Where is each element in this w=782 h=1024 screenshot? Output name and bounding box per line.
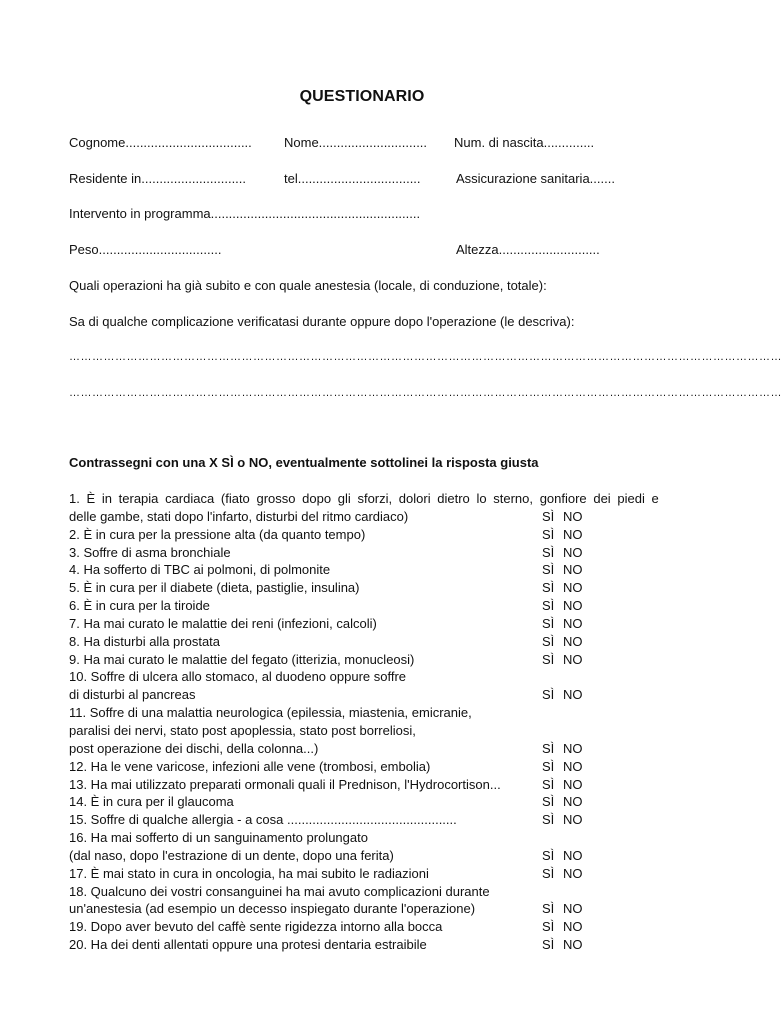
answer-yes-option[interactable]: SÌ <box>542 544 555 560</box>
question-1-word: dopo <box>302 491 332 506</box>
answer-no-option[interactable]: NO <box>563 508 583 524</box>
answer-yes-option[interactable]: SÌ <box>542 758 555 774</box>
question-text: delle gambe, stati dopo l'infarto, disturbi del ritmo cardiaco) <box>69 508 409 524</box>
answer-yes-option[interactable]: SÌ <box>542 562 555 578</box>
question-1-word: sforzi, <box>357 491 393 506</box>
answer-no-option[interactable]: NO <box>563 544 583 560</box>
question-1-word: gonfiore <box>539 491 587 506</box>
answer-yes-option[interactable]: SÌ <box>542 865 555 881</box>
complications-prompt: Sa di qualche complicazione verificatasi durante oppure dopo l'operazione (le descriva): <box>69 314 575 329</box>
question-line <box>69 865 659 883</box>
page-title: QUESTIONARIO <box>299 88 425 105</box>
answer-yes-option[interactable]: SÌ <box>542 687 555 703</box>
question-text: (dal naso, dopo l'estrazione di un dente, dopo una ferita) <box>69 847 394 863</box>
answer-yes-option[interactable]: SÌ <box>542 812 555 828</box>
answer-line-1[interactable]: …………………………………………………………………………………………………………………………………………………………………… <box>69 351 782 363</box>
answer-no-option[interactable]: NO <box>563 633 583 649</box>
question-line <box>69 900 659 918</box>
question-line <box>69 686 659 704</box>
question-1-word: terapia <box>118 491 159 506</box>
answer-no-option[interactable]: NO <box>563 562 583 578</box>
answer-no-option[interactable]: NO <box>563 865 583 881</box>
question-1-word: dietro <box>437 491 470 506</box>
question-line <box>69 704 659 722</box>
question-text: 4. Ha sofferto di TBC ai polmoni, di polmonite <box>69 562 331 578</box>
question-text: 17. È mai stato in cura in oncologia, ha mai subito le radiazioni <box>69 865 429 881</box>
answer-yes-option[interactable]: SÌ <box>542 937 555 953</box>
weight-field[interactable]: Peso.................................. <box>69 242 222 257</box>
answer-options <box>542 900 583 918</box>
answer-yes-option[interactable]: SÌ <box>542 919 555 935</box>
previous-operations-prompt: Quali operazioni ha già subito e con quale anestesia (locale, di conduzione, totale): <box>69 278 547 293</box>
answer-yes-option[interactable]: SÌ <box>542 526 555 542</box>
answer-options <box>542 918 583 936</box>
question-1-word: in <box>101 491 112 506</box>
question-1-word: sterno, <box>493 491 534 506</box>
answer-no-option[interactable]: NO <box>563 812 583 828</box>
question-1-word: dei <box>593 491 611 506</box>
question-text: 7. Ha mai curato le malattie dei reni (infezioni, calcoli) <box>69 615 377 631</box>
answer-yes-option[interactable]: SÌ <box>542 901 555 917</box>
insurance-field[interactable]: Assicurazione sanitaria....... <box>456 171 615 186</box>
question-text: 18. Qualcuno dei vostri consanguinei ha mai avuto complicazioni durante <box>69 883 490 899</box>
question-line <box>69 936 659 954</box>
answer-options <box>542 686 583 704</box>
answer-options <box>542 811 583 829</box>
answer-options <box>542 758 583 776</box>
answer-options <box>542 936 583 954</box>
question-line <box>69 847 659 865</box>
question-1-word: e <box>651 491 659 506</box>
answer-options <box>542 561 583 579</box>
answer-options <box>542 579 583 597</box>
question-line <box>69 579 659 597</box>
question-text: post operazione dei dischi, della colonna...) <box>69 740 319 756</box>
answer-no-option[interactable]: NO <box>563 758 583 774</box>
question-1-first-line <box>69 490 659 508</box>
height-field[interactable]: Altezza............................ <box>456 242 600 257</box>
question-line <box>69 918 659 936</box>
question-line <box>69 597 659 615</box>
question-line <box>69 561 659 579</box>
question-line <box>69 740 659 758</box>
answer-no-option[interactable]: NO <box>563 651 583 667</box>
question-line <box>69 811 659 829</box>
planned-surgery-field[interactable]: Intervento in programma.......................................................... <box>69 206 421 221</box>
question-text: 15. Soffre di qualche allergia - a cosa ............................................... <box>69 812 457 828</box>
question-line <box>69 508 659 526</box>
answer-options <box>542 508 583 526</box>
answer-no-option[interactable]: NO <box>563 847 583 863</box>
answer-yes-option[interactable]: SÌ <box>542 776 555 792</box>
answer-yes-option[interactable]: SÌ <box>542 598 555 614</box>
answer-no-option[interactable]: NO <box>563 580 583 596</box>
question-line <box>69 651 659 669</box>
question-text: 20. Ha dei denti allentati oppure una protesi dentaria estraibile <box>69 937 427 953</box>
section-title: Contrassegni con una X SÌ o NO, eventualmente sottolinei la risposta giusta <box>69 455 539 470</box>
answer-options <box>542 633 583 651</box>
question-1-word: È <box>86 491 96 506</box>
question-1-word: 1. <box>69 491 80 506</box>
phone-field[interactable]: tel.................................. <box>284 171 421 186</box>
question-text: 5. È in cura per il diabete (dieta, pastiglie, insulina) <box>69 580 360 596</box>
question-text: 16. Ha mai sofferto di un sanguinamento prolungato <box>69 830 368 846</box>
answer-options <box>542 651 583 669</box>
answer-options <box>542 865 583 883</box>
answer-options <box>542 615 583 633</box>
question-text: 9. Ha mai curato le malattie del fegato (itterizia, monucleosi) <box>69 651 415 667</box>
answer-no-option[interactable]: NO <box>563 687 583 703</box>
question-1-word: dolori <box>398 491 431 506</box>
question-text: 10. Soffre di ulcera allo stomaco, al duodeno oppure soffre <box>69 669 407 685</box>
question-text: 14. È in cura per il glaucoma <box>69 794 234 810</box>
answer-options <box>542 793 583 811</box>
question-text: paralisi dei nervi, stato post apoplessia, stato post borreliosi, <box>69 722 416 738</box>
answer-no-option[interactable]: NO <box>563 937 583 953</box>
answer-no-option[interactable]: NO <box>563 901 583 917</box>
answer-yes-option[interactable]: SÌ <box>542 580 555 596</box>
question-1-word: lo <box>476 491 487 506</box>
answer-no-option[interactable]: NO <box>563 776 583 792</box>
nome-field[interactable]: Nome.............................. <box>284 135 428 150</box>
question-lines <box>69 508 659 954</box>
answer-yes-option[interactable]: SÌ <box>542 740 555 756</box>
answer-line-2[interactable]: …………………………………………………………………………………………………………………………………………………………………… <box>69 387 782 399</box>
answer-no-option[interactable]: NO <box>563 740 583 756</box>
answer-options <box>542 526 583 544</box>
answer-options <box>542 776 583 794</box>
question-1-word: gli <box>337 491 351 506</box>
question-text: 2. È in cura per la pressione alta (da quanto tempo) <box>69 526 366 542</box>
question-text: 3. Soffre di asma bronchiale <box>69 544 231 560</box>
answer-options <box>542 740 583 758</box>
question-text: 8. Ha disturbi alla prostata <box>69 633 221 649</box>
question-line <box>69 722 659 740</box>
answer-no-option[interactable]: NO <box>563 794 583 810</box>
question-line <box>69 668 659 686</box>
question-1-word: cardiaca <box>165 491 215 506</box>
question-text: un'anestesia (ad esempio un decesso inspiegato durante l'operazione) <box>69 901 476 917</box>
question-line <box>69 758 659 776</box>
answer-yes-option[interactable]: SÌ <box>542 794 555 810</box>
question-1-word: piedi <box>617 491 645 506</box>
answer-yes-option[interactable]: SÌ <box>542 651 555 667</box>
question-line <box>69 526 659 544</box>
question-line <box>69 793 659 811</box>
question-text: di disturbi al pancreas <box>69 687 196 703</box>
question-line <box>69 544 659 562</box>
answer-no-option[interactable]: NO <box>563 598 583 614</box>
question-text: 11. Soffre di una malattia neurologica (epilessia, miastenia, emicranie, <box>69 705 472 721</box>
answer-options <box>542 847 583 865</box>
answer-yes-option[interactable]: SÌ <box>542 847 555 863</box>
residence-field[interactable]: Residente in............................. <box>69 171 247 186</box>
question-line <box>69 776 659 794</box>
question-text: 6. È in cura per la tiroide <box>69 598 210 614</box>
answer-yes-option[interactable]: SÌ <box>542 615 555 631</box>
question-text: 13. Ha mai utilizzato preparati ormonali quali il Prednison, l'Hydrocortison... <box>69 776 501 792</box>
answer-no-option[interactable]: NO <box>563 615 583 631</box>
question-line <box>69 633 659 651</box>
question-line <box>69 615 659 633</box>
question-line <box>69 829 659 847</box>
question-1-word: (fiato <box>220 491 250 506</box>
question-1-word: grosso <box>256 491 296 506</box>
cognome-field[interactable]: Cognome................................... <box>69 135 252 150</box>
question-list <box>69 490 659 954</box>
birth-number-field[interactable]: Num. di nascita.............. <box>454 135 595 150</box>
question-text: 12. Ha le vene varicose, infezioni alle vene (trombosi, embolia) <box>69 758 431 774</box>
answer-options <box>542 544 583 562</box>
answer-yes-option[interactable]: SÌ <box>542 508 555 524</box>
answer-yes-option[interactable]: SÌ <box>542 633 555 649</box>
question-text: 19. Dopo aver bevuto del caffè sente rigidezza intorno alla bocca <box>69 919 443 935</box>
question-line <box>69 883 659 901</box>
answer-no-option[interactable]: NO <box>563 526 583 542</box>
answer-options <box>542 597 583 615</box>
answer-no-option[interactable]: NO <box>563 919 583 935</box>
